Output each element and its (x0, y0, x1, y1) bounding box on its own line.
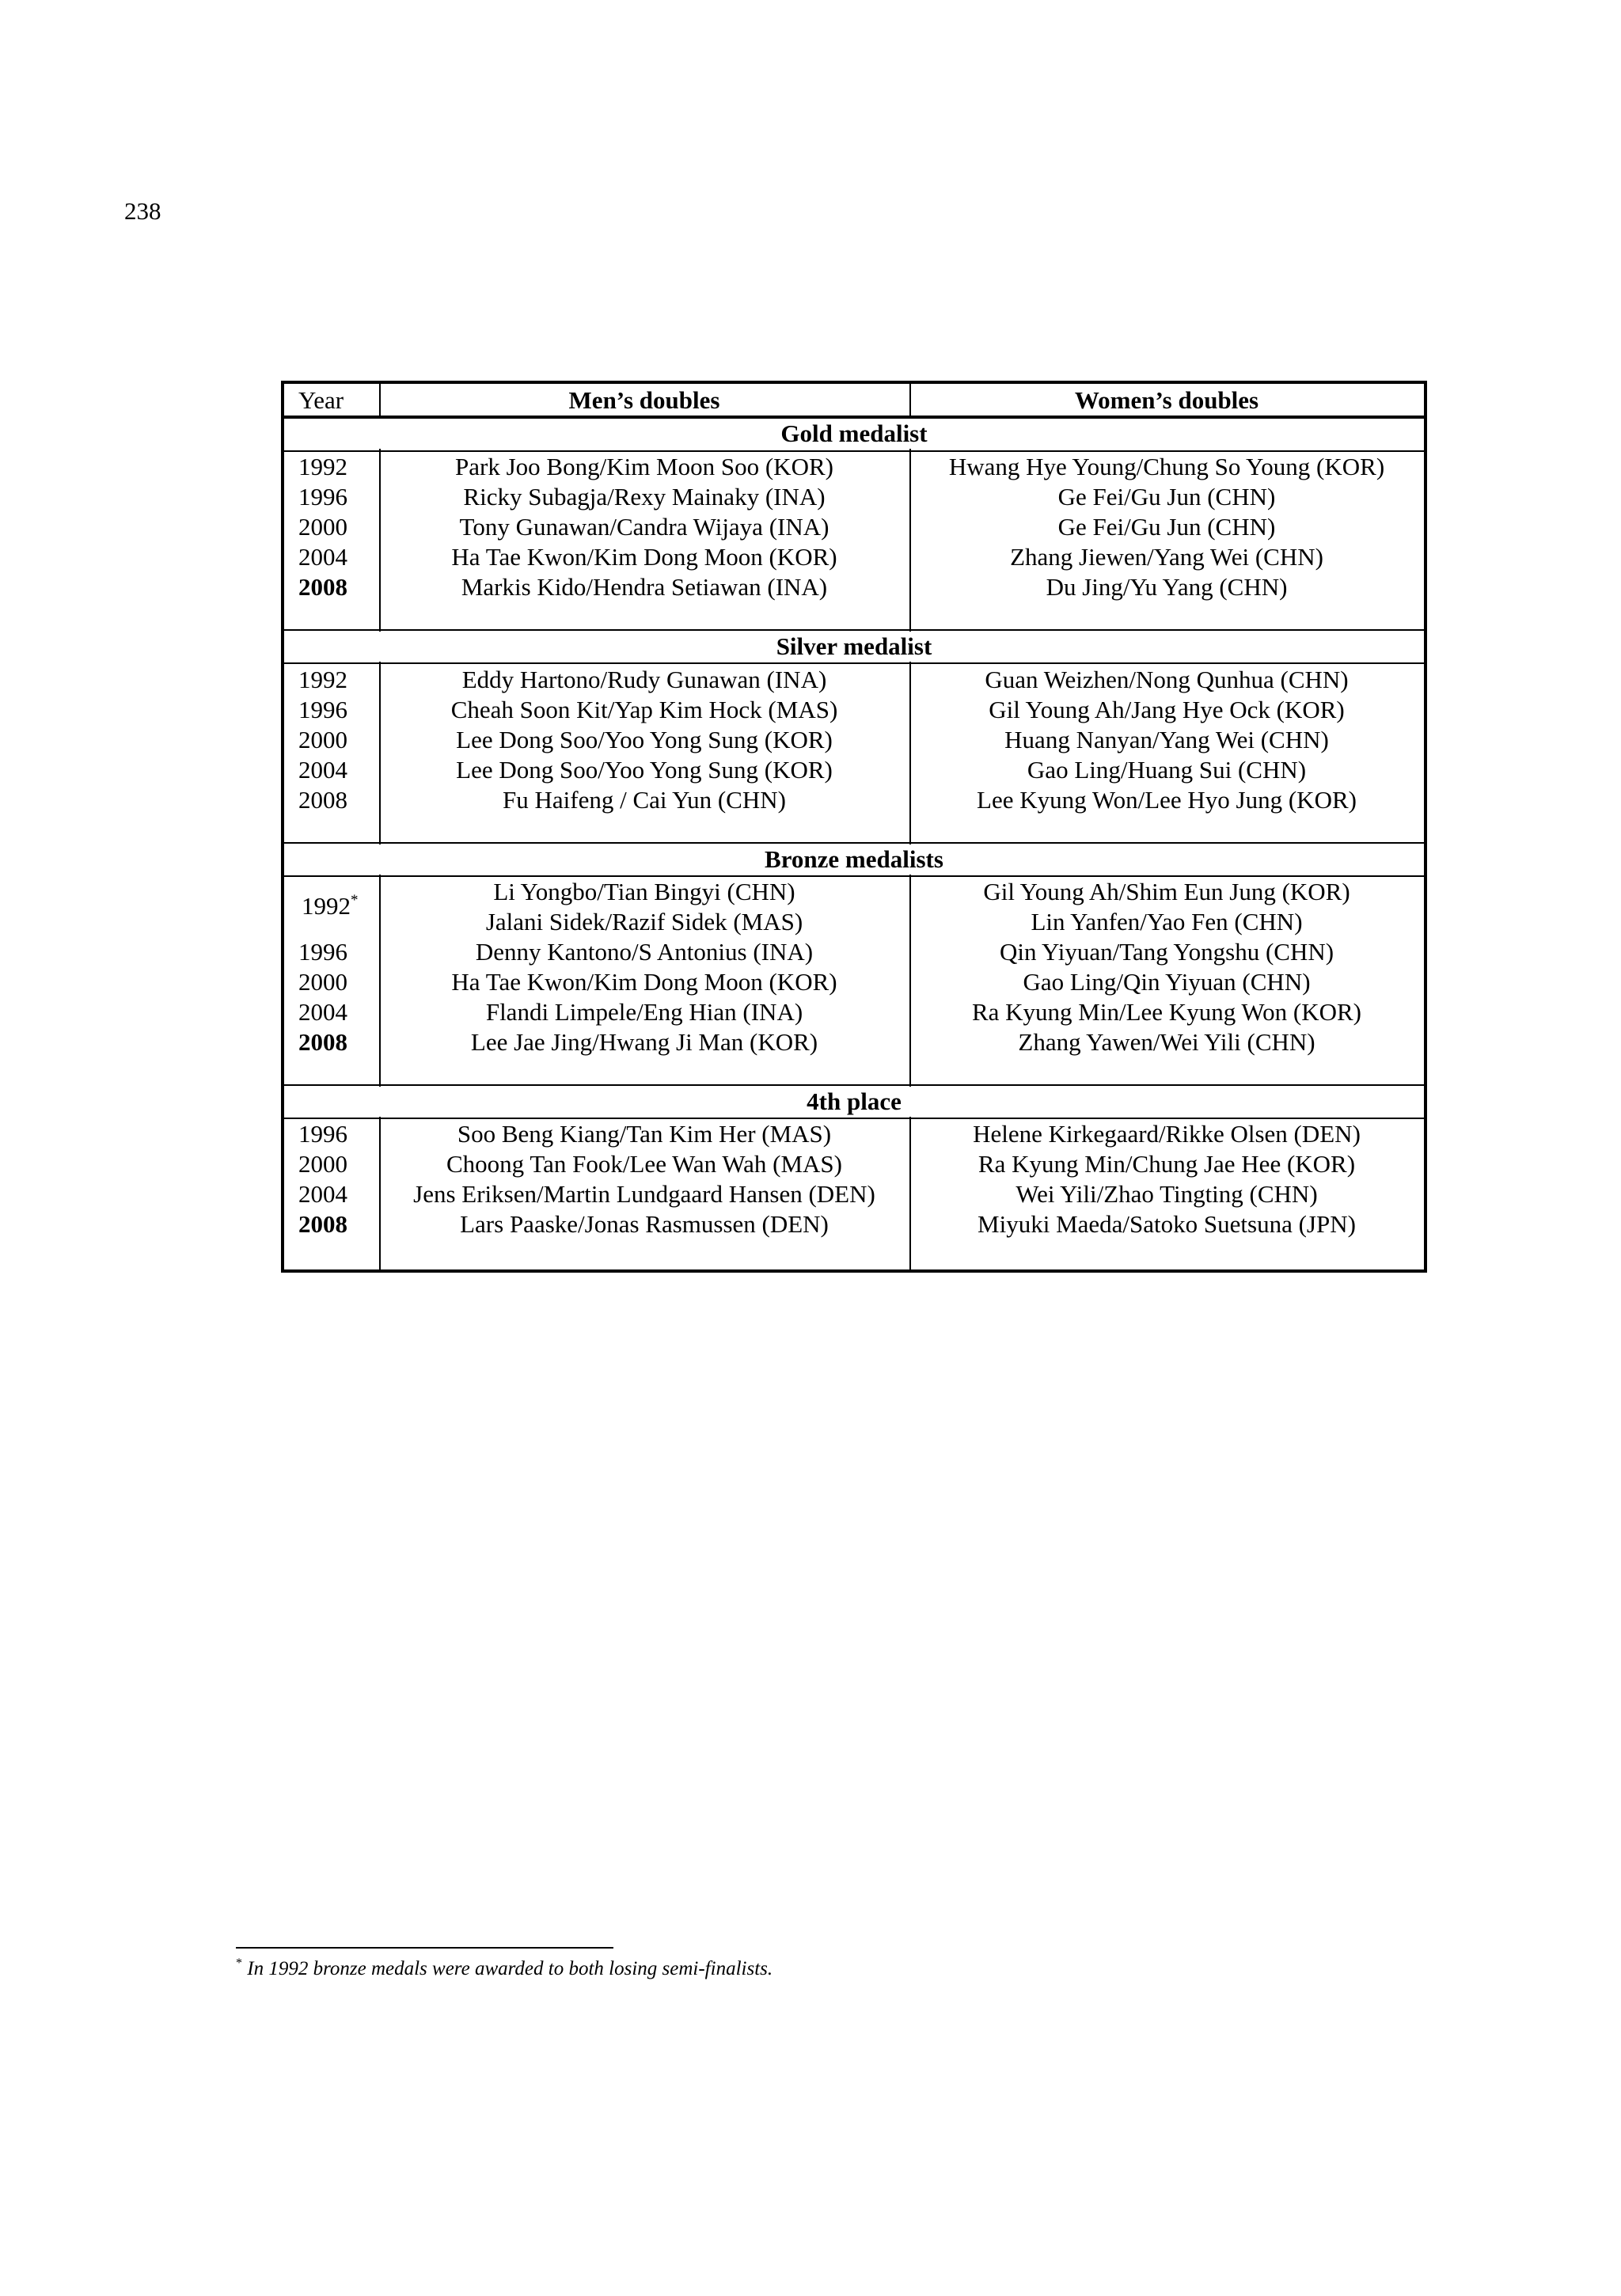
row-mens-pair: Park Joo Bong/Kim Moon Soo (KOR) (455, 453, 833, 480)
row-womens-pair: Guan Weizhen/Nong Qunhua (CHN) (985, 666, 1349, 693)
row-year: 2000 (298, 1150, 347, 1178)
row-mens-pair: Denny Kantono/S Antonius (INA) (475, 938, 814, 966)
header-mens-doubles: Men’s doubles (568, 386, 720, 414)
row-mens-pair: Choong Tan Fook/Lee Wan Wah (MAS) (446, 1150, 842, 1178)
row-mens-pair: Fu Haifeng / Cai Yun (CHN) (503, 786, 786, 814)
row-womens-pair: Gil Young Ah/Jang Hye Ock (KOR) (989, 696, 1345, 723)
section-rule-gold (284, 450, 1424, 452)
row-year: 1996 (298, 938, 347, 966)
section-rule-fourth-top (284, 1084, 1424, 1086)
section-title-bronze: Bronze medalists (284, 844, 1424, 875)
row-year: 2008 (298, 1210, 347, 1238)
section-rule-bronze-top (284, 842, 1424, 844)
row-year: 1992 (298, 453, 347, 480)
row-mens-pair: Cheah Soon Kit/Yap Kim Hock (MAS) (450, 696, 838, 723)
row-mens-pair: Soo Beng Kiang/Tan Kim Her (MAS) (457, 1120, 832, 1148)
row-womens-pair: Hwang Hye Young/Chung So Young (KOR) (948, 453, 1385, 480)
row-year: 2008 (298, 1028, 347, 1056)
row-womens-pair: Huang Nanyan/Yang Wei (CHN) (1004, 726, 1329, 753)
row-womens-pair: Zhang Yawen/Wei Yili (CHN) (1018, 1028, 1315, 1056)
row-mens-pair: Jens Eriksen/Martin Lundgaard Hansen (DEN) (413, 1180, 875, 1208)
section-title-gold: Gold medalist (284, 419, 1424, 449)
row-womens-pair: Du Jing/Yu Yang (CHN) (1046, 573, 1288, 601)
row-mens-pair: Flandi Limpele/Eng Hian (INA) (485, 998, 803, 1026)
row-mens-pair: Ha Tae Kwon/Kim Dong Moon (KOR) (451, 543, 837, 571)
row-womens-pair: Gao Ling/Huang Sui (CHN) (1027, 756, 1307, 784)
row-year-1992-bronze: 1992* (302, 892, 359, 920)
row-womens-pair: Gao Ling/Qin Yiyuan (CHN) (1023, 968, 1311, 996)
footnote (236, 1956, 773, 1983)
row-mens-pair: Li Yongbo/Tian Bingyi (CHN) (493, 878, 795, 905)
header-womens-doubles: Women’s doubles (1074, 386, 1259, 414)
row-womens-pair: Wei Yili/Zhao Tingting (CHN) (1015, 1180, 1318, 1208)
row-mens-pair: Jalani Sidek/Razif Sidek (MAS) (485, 908, 803, 935)
section-rule-silver-top (284, 629, 1424, 631)
medal-table (281, 381, 1427, 1273)
row-year: 2008 (298, 786, 347, 814)
row-womens-pair: Gil Young Ah/Shim Eun Jung (KOR) (983, 878, 1350, 905)
row-womens-pair: Ra Kyung Min/Chung Jae Hee (KOR) (978, 1150, 1356, 1178)
row-mens-pair: Lee Dong Soo/Yoo Yong Sung (KOR) (456, 726, 833, 753)
row-year: 2004 (298, 756, 347, 784)
row-mens-pair: Lars Paaske/Jonas Rasmussen (DEN) (460, 1210, 829, 1238)
row-year: 2004 (298, 998, 347, 1026)
row-womens-pair: Ge Fei/Gu Jun (CHN) (1057, 513, 1276, 541)
footnote-marker: * (351, 892, 359, 909)
footnote-mark: * (236, 1956, 242, 1970)
row-womens-pair: Ra Kyung Min/Lee Kyung Won (KOR) (971, 998, 1362, 1026)
header-year: Year (298, 386, 344, 414)
row-year: 2004 (298, 1180, 347, 1208)
row-womens-pair: Miyuki Maeda/Satoko Suetsuna (JPN) (978, 1210, 1356, 1238)
row-mens-pair: Ha Tae Kwon/Kim Dong Moon (KOR) (451, 968, 837, 996)
row-year: 1996 (298, 696, 347, 723)
footnote-separator (236, 1947, 613, 1949)
row-year: 1996 (298, 1120, 347, 1148)
section-rule-bronze (284, 875, 1424, 877)
row-womens-pair: Lee Kyung Won/Lee Hyo Jung (KOR) (977, 786, 1357, 814)
row-womens-pair: Lin Yanfen/Yao Fen (CHN) (1031, 908, 1303, 935)
row-year: 2004 (298, 543, 347, 571)
section-rule-fourth (284, 1118, 1424, 1119)
section-rule-silver (284, 662, 1424, 664)
section-title-fourth: 4th place (284, 1087, 1424, 1117)
page-number: 238 (124, 197, 161, 225)
section-title-silver: Silver medalist (284, 632, 1424, 662)
row-year: 2000 (298, 726, 347, 753)
row-year: 1996 (298, 483, 347, 510)
row-year: 1992 (298, 666, 347, 693)
row-year: 2000 (298, 968, 347, 996)
row-mens-pair: Markis Kido/Hendra Setiawan (INA) (461, 573, 828, 601)
row-mens-pair: Lee Dong Soo/Yoo Yong Sung (KOR) (456, 756, 833, 784)
row-mens-pair: Tony Gunawan/Candra Wijaya (INA) (459, 513, 829, 541)
row-mens-pair: Eddy Hartono/Rudy Gunawan (INA) (461, 666, 827, 693)
row-womens-pair: Qin Yiyuan/Tang Yongshu (CHN) (999, 938, 1334, 966)
footnote-text: In 1992 bronze medals were awarded to both losing semi-finalists. (242, 1958, 773, 1979)
row-year: 2008 (298, 573, 347, 601)
row-womens-pair: Zhang Jiewen/Yang Wei (CHN) (1010, 543, 1323, 571)
row-year: 2000 (298, 513, 347, 541)
row-mens-pair: Lee Jae Jing/Hwang Ji Man (KOR) (470, 1028, 818, 1056)
row-womens-pair: Helene Kirkegaard/Rikke Olsen (DEN) (973, 1120, 1361, 1148)
row-mens-pair: Ricky Subagja/Rexy Mainaky (INA) (463, 483, 826, 510)
row-womens-pair: Ge Fei/Gu Jun (CHN) (1057, 483, 1276, 510)
